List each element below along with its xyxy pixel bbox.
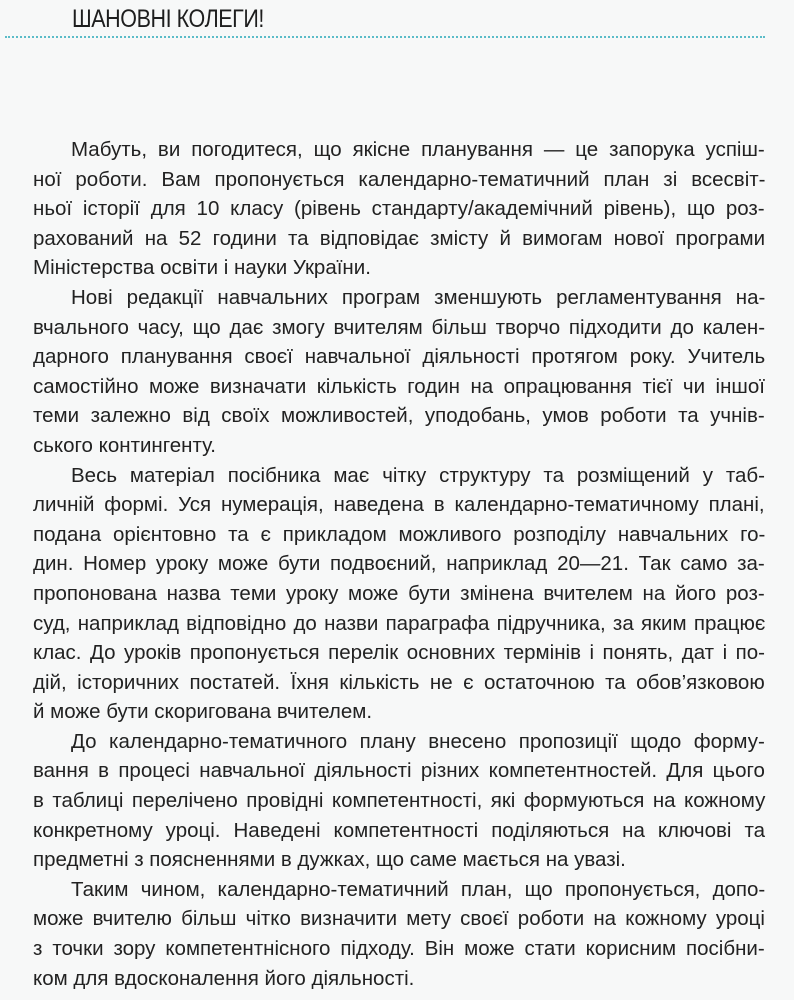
text-line: в таблиці перелічено провідні компетентності, які формуються на кожному: [33, 789, 766, 813]
paragraph: [33, 283, 765, 461]
text-line: теми залежно від своїх можливостей, уподобань, умов роботи та учнів-: [33, 404, 765, 428]
paragraph: [33, 135, 765, 283]
text-line: дин. Номер уроку може бути подвоєний, наприклад 20—21. Так само за-: [33, 552, 765, 576]
text-line: Нові редакції навчальних програм зменшують регламентування на-: [71, 285, 766, 309]
body-text: [33, 135, 765, 993]
text-line: ньої історії для 10 класу (рівень стандарту/академічний рівень), що роз-: [33, 197, 765, 221]
text-line: й може бути скоригована вчителем.: [33, 700, 373, 724]
paragraph: [33, 727, 765, 875]
text-line: може вчителю більш чітко визначити мету своєї роботи на кожному уроці: [33, 907, 765, 931]
title-dotted-rule: [5, 36, 765, 38]
text-line: подана орієнтовно та є прикладом можливого розподілу навчальних го-: [33, 522, 766, 546]
text-line: конкретному уроці. Наведені компетентності поділяються на ключові та: [33, 818, 766, 842]
text-line: з точки зору компетентнісного підходу. Він може стати корисним посібни-: [33, 937, 765, 961]
text-line: предметні з поясненнями в дужках, що саме мається на увазі.: [33, 848, 626, 872]
text-line: Весь матеріал посібника має чітку структуру та розміщений у таб-: [71, 463, 765, 487]
text-line: самостійно може визначати кількість годин на опрацювання тієї чи іншої: [33, 374, 765, 398]
text-line: ського контингенту.: [33, 433, 216, 457]
text-line: пропонована назва теми уроку може бути змінена вчителем на його роз-: [33, 581, 765, 605]
text-line: дій, історичних постатей. Їхня кількість не є остаточною та обов’язковою: [33, 670, 765, 694]
text-line: ком для вдосконалення його діяльності.: [33, 966, 415, 990]
text-line: Таким чином, календарно-тематичний план, що пропонується, допо-: [71, 877, 766, 901]
text-line: суд, наприклад відповідно до назви параграфа підручника, за яким працює: [33, 611, 766, 635]
text-line: До календарно-тематичного плану внесено пропозиції щодо форму-: [71, 729, 765, 753]
text-line: клас. До уроків пропонується перелік основних термінів і понять, дат і по-: [33, 641, 765, 665]
paragraph: [33, 461, 765, 727]
text-line: Міністерства освіти і науки України.: [33, 256, 371, 280]
text-line: ної роботи. Вам пропонується календарно-тематичний план зі всесвіт-: [33, 167, 766, 191]
text-line: Мабуть, ви погодитеся, що якісне планування — це запорука успіш-: [71, 138, 765, 161]
text-line: дарного планування своєї навчальної діяльності протягом року. Учитель: [33, 345, 766, 369]
text-line: вчального часу, що дає змогу вчителям більш творчо підходити до кален-: [33, 315, 766, 339]
text-line: личній формі. Уся нумерація, наведена в календарно-тематичному плані,: [33, 493, 765, 517]
page-title: ШАНОВНІ КОЛЕГИ!: [72, 5, 264, 33]
paragraph: [33, 875, 765, 993]
text-line: вання в процесі навчальної діяльності різних компетентностей. Для цього: [33, 759, 765, 783]
text-line: рахований на 52 години та відповідає змісту й вимогам нової програми: [33, 226, 766, 250]
